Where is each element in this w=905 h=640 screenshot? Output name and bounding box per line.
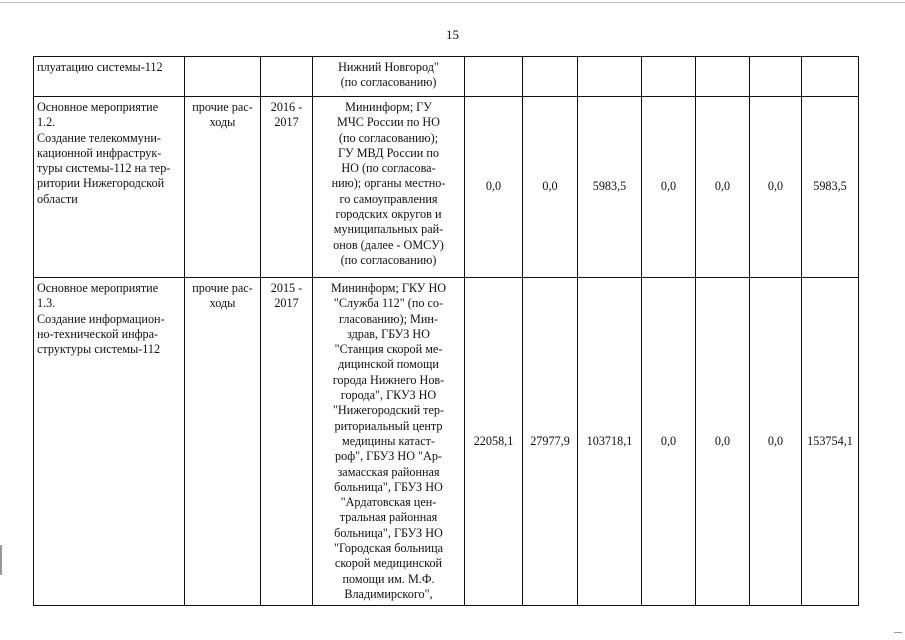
executor-line: онов (далее - ОМСУ) (333, 237, 444, 252)
measure-line: области (37, 191, 78, 206)
period-line: 2015 - (270, 281, 303, 295)
value-cell: 0,0 (696, 97, 750, 278)
funding-source-cell (185, 97, 261, 278)
executor-line: "Ардатовская цен- (340, 495, 437, 510)
measure-cell (34, 97, 185, 278)
executor-line: "Станция скорой ме- (334, 342, 443, 357)
executor-line: городских округов и (335, 207, 442, 222)
executor-line: "Нижегородский тер- (332, 403, 445, 418)
executor-line: Мининформ; ГУ (345, 100, 432, 114)
value-cell: 0,0 (696, 278, 750, 606)
period-cell (261, 57, 313, 97)
executor-line: города Нижнего Нов- (332, 372, 445, 387)
measure-line: Основное мероприятие (37, 281, 159, 295)
scan-margin-mark (0, 545, 2, 575)
budget-table (33, 56, 859, 606)
period-cell (261, 97, 313, 278)
value-cell (523, 57, 578, 97)
executor-cell (313, 97, 465, 278)
value-cell: 5983,5 (802, 97, 859, 278)
executor-line: больница", ГБУЗ НО (334, 479, 443, 494)
value-cell: 0,0 (523, 97, 578, 278)
executor-line: Владимирского", (344, 586, 433, 601)
executor-line: риториальный центр (334, 418, 443, 433)
measure-line: туры системы-112 на тер- (37, 161, 171, 176)
value-cell: 5983,5 (578, 97, 642, 278)
period-line: 2016 - (270, 100, 303, 114)
executor-line: гласованию); Мин- (339, 311, 438, 326)
scan-corner-mark (894, 632, 902, 633)
period-cell (261, 278, 313, 606)
executor-line: (по согласованию) (340, 75, 437, 90)
executor-cell (313, 278, 465, 606)
period-line: 2017 (274, 296, 299, 311)
value-cell: 0,0 (642, 97, 696, 278)
value-cell (642, 57, 696, 97)
executor-cell (313, 57, 465, 97)
measure-line: но-технической инфра- (37, 326, 159, 341)
measure-cell (34, 278, 185, 606)
value-cell (696, 57, 750, 97)
value-cell: 103718,1 (578, 278, 642, 606)
value-cell (750, 57, 802, 97)
executor-line: больница", ГБУЗ НО (334, 525, 443, 540)
value-cell: 0,0 (750, 278, 802, 606)
executor-line: роф", ГБУЗ НО "Ар- (335, 449, 442, 464)
value-cell: 153754,1 (802, 278, 859, 606)
value-cell: 0,0 (642, 278, 696, 606)
value-cell (802, 57, 859, 97)
measure-line: 1.3. (37, 296, 56, 311)
funding-source-cell (185, 278, 261, 606)
executor-line: нию); органы местно- (331, 176, 446, 191)
page-number: 15 (446, 27, 459, 42)
executor-line: "Служба 112" (по со- (333, 296, 444, 311)
value-cell (465, 57, 523, 97)
measure-line: плуатацию системы-112 (37, 60, 163, 74)
executor-line: ГУ МВД России по (338, 145, 439, 160)
measure-line: Создание информацион- (37, 311, 165, 326)
value-cell: 0,0 (465, 97, 523, 278)
period-line: 2017 (274, 115, 299, 130)
executor-line: скорой медицинской (334, 556, 443, 571)
funding-source-cell (185, 57, 261, 97)
top-edge-line (0, 2, 905, 3)
executor-line: помощи им. М.Ф. (342, 571, 435, 586)
executor-line: дицинской помощи (338, 357, 439, 372)
measure-line: 1.2. (37, 115, 56, 130)
table-row (34, 278, 859, 606)
value-cell: 0,0 (750, 97, 802, 278)
value-cell: 27977,9 (523, 278, 578, 606)
measure-line: структуры системы-112 (37, 342, 161, 357)
measure-cell (34, 57, 185, 97)
value-cell: 22058,1 (465, 278, 523, 606)
measure-line: Создание телекоммуни- (37, 130, 161, 145)
funding-source-line: прочие рас- (192, 281, 253, 295)
funding-source-line: ходы (209, 115, 236, 130)
executor-line: го самоуправления (339, 191, 438, 206)
measure-line: кационной инфраструк- (37, 145, 162, 160)
executor-line: НО (по согласова- (341, 161, 436, 176)
table-row (34, 57, 859, 97)
executor-line: (по согласованию) (340, 252, 437, 267)
executor-line: тральная районная (339, 510, 438, 525)
executor-line: города", ГКУЗ НО (340, 388, 437, 403)
measure-line: ритории Нижегородской (37, 176, 165, 191)
executor-line: МЧС России по НО (337, 115, 440, 130)
executor-line: здрав, ГБУЗ НО (347, 326, 430, 341)
measure-line: Основное мероприятие (37, 100, 159, 114)
executor-line: замасская районная (337, 464, 440, 479)
executor-line: Нижний Новгород" (338, 60, 439, 74)
executor-line: медицины катаст- (342, 433, 435, 448)
executor-line: Мининформ; ГКУ НО (330, 281, 447, 295)
executor-line: "Городская больница (333, 541, 444, 556)
value-cell (578, 57, 642, 97)
table-row (34, 97, 859, 278)
funding-source-line: ходы (209, 296, 236, 311)
executor-line: (по согласованию); (338, 130, 439, 145)
funding-source-line: прочие рас- (192, 100, 253, 114)
executor-line: муниципальных рай- (333, 222, 444, 237)
